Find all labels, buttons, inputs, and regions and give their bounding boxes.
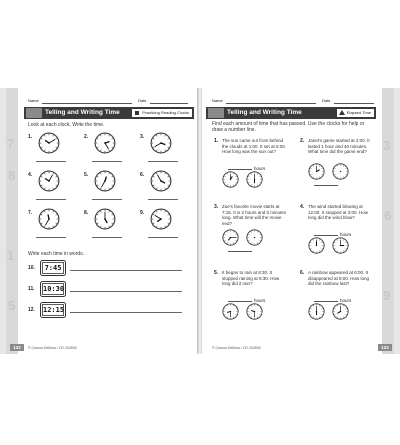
analog-clock-icon	[150, 170, 172, 192]
problem-number: 7.	[28, 210, 33, 216]
analog-clock-icon	[308, 237, 325, 254]
answer-line[interactable]	[148, 237, 178, 238]
page-number: 133	[378, 344, 392, 351]
problem-number: 9.	[140, 210, 145, 216]
problem-number: 5.	[214, 270, 219, 276]
answer-line[interactable]	[92, 237, 122, 238]
end-clock	[332, 237, 349, 259]
answer-line[interactable]	[70, 291, 182, 292]
answer-line[interactable]	[314, 235, 338, 236]
problem-text: Janet's game started at 2:00. It lasted 1 hour and 40 minutes. What time did the game end?	[308, 138, 370, 154]
date-line[interactable]	[334, 103, 374, 104]
date-label: Date	[322, 98, 331, 103]
analog-clock-icon	[38, 170, 60, 192]
analog-clock	[38, 208, 60, 235]
lesson-banner	[206, 107, 376, 119]
lesson-title: Telling and Writing Time	[45, 109, 120, 116]
left-page	[6, 88, 198, 354]
answer-line[interactable]	[92, 161, 122, 162]
problem-number: 4.	[300, 204, 305, 210]
problem-number: 10.	[28, 265, 35, 271]
answer-blank[interactable]	[314, 232, 351, 237]
digital-clock	[40, 302, 66, 318]
decorative-digit: 7	[7, 136, 15, 151]
unit-label: hours	[254, 298, 266, 303]
problem-number: 1.	[28, 134, 33, 140]
decorative-digit: 3	[383, 138, 391, 153]
start-clock	[308, 303, 325, 325]
answer-line[interactable]	[148, 199, 178, 200]
end-clock	[246, 171, 263, 193]
lesson-badge	[26, 108, 42, 118]
name-label: Name	[212, 98, 223, 103]
problem-text: The sun came out from behind the clouds at 1:00. It set at 6:00. How long was the sun out?	[222, 138, 287, 154]
analog-clock-icon	[150, 208, 172, 230]
start-clock	[222, 303, 239, 325]
end-clock	[246, 303, 263, 325]
name-line[interactable]	[226, 103, 316, 104]
answer-line[interactable]	[36, 237, 66, 238]
analog-clock-icon	[246, 229, 263, 246]
skill-tag-label: Elapsed Time	[346, 110, 371, 115]
analog-clock	[94, 132, 116, 159]
analog-clock-icon	[94, 208, 116, 230]
start-clock	[308, 237, 325, 259]
answer-line[interactable]	[228, 301, 252, 302]
answer-blank[interactable]	[314, 182, 340, 187]
lesson-title: Telling and Writing Time	[227, 109, 302, 116]
answer-line[interactable]	[314, 301, 338, 302]
copyright-footer: © Carson-Dellosa • CD-104594	[212, 346, 261, 350]
name-date-bar	[212, 98, 374, 106]
analog-clock-icon	[308, 163, 325, 180]
problem-text: A rainbow appeared at 6:00. It disappeared at 8:00. How long did the rainbow last?	[308, 270, 370, 286]
answer-line[interactable]	[228, 169, 252, 170]
analog-clock-icon	[150, 132, 172, 154]
unit-label: hours	[340, 232, 352, 237]
lesson-badge	[208, 108, 224, 118]
analog-clock-icon	[38, 132, 60, 154]
answer-line[interactable]	[92, 199, 122, 200]
decorative-digit: 8	[8, 168, 16, 183]
start-clock	[222, 171, 239, 193]
answer-blank[interactable]	[314, 298, 351, 303]
digital-clock	[40, 281, 66, 297]
decorative-digit: 9	[383, 288, 391, 303]
digital-clock	[40, 260, 66, 276]
problem-text: Zoe's favorite movie starts at 7:15. It is 2 hours and 5 minutes long. What time will the movie end?	[222, 204, 287, 226]
analog-clock-icon	[332, 237, 349, 254]
decorative-digit: 1	[7, 248, 15, 263]
analog-clock-icon	[94, 170, 116, 192]
analog-clock	[38, 132, 60, 159]
answer-line[interactable]	[70, 270, 182, 271]
problem-text: The wind started blowing at 12:00. It stopped at 3:00. How long did the wind blow?	[308, 204, 369, 220]
analog-clock-icon	[222, 229, 239, 246]
instructions: Look at each clock. Write the time.	[28, 122, 105, 128]
analog-clock-icon	[222, 303, 239, 320]
unit-label: hours	[340, 298, 352, 303]
analog-clock-icon	[332, 303, 349, 320]
date-label: Date	[138, 98, 147, 103]
left-page-edge	[6, 88, 18, 354]
answer-blank[interactable]	[228, 298, 265, 303]
analog-clock	[150, 208, 172, 235]
answer-line[interactable]	[148, 161, 178, 162]
problem-number: 2.	[300, 138, 305, 144]
problem-number: 11.	[28, 286, 35, 292]
analog-clock-icon	[332, 163, 349, 180]
right-page	[202, 88, 394, 354]
instructions: Find each amount of time that has passed. Use the clocks for help or draw a number line.	[212, 121, 365, 133]
square-icon	[135, 111, 139, 115]
lesson-banner	[24, 107, 194, 119]
name-date-bar	[28, 98, 188, 106]
problem-number: 5.	[84, 172, 89, 178]
skill-tag	[132, 109, 192, 117]
problem-number: 1.	[214, 138, 219, 144]
instructions: Write each time in words.	[28, 251, 85, 257]
problem-number: 6.	[140, 172, 145, 178]
end-clock	[332, 303, 349, 325]
analog-clock	[150, 132, 172, 159]
problem-number: 4.	[28, 172, 33, 178]
analog-clock	[150, 170, 172, 197]
answer-line[interactable]	[228, 251, 252, 252]
analog-clock-icon	[94, 132, 116, 154]
problem-number: 8.	[84, 210, 89, 216]
name-label: Name	[28, 98, 39, 103]
name-line[interactable]	[42, 103, 132, 104]
problem-number: 12.	[28, 307, 35, 313]
decorative-digit: 6	[384, 208, 392, 223]
triangle-icon	[339, 110, 345, 115]
page-number: 132	[10, 344, 24, 351]
answer-blank[interactable]	[228, 248, 254, 253]
unit-label: hours	[254, 166, 266, 171]
digital-time: 10:30	[43, 285, 65, 293]
copyright-footer: © Carson-Dellosa • CD-104594	[28, 346, 77, 350]
answer-line[interactable]	[70, 312, 182, 313]
problem-number: 2.	[84, 134, 89, 140]
workbook-spread	[0, 88, 400, 354]
answer-line[interactable]	[36, 199, 66, 200]
answer-blank[interactable]	[228, 166, 265, 171]
analog-clock-icon	[38, 208, 60, 230]
skill-tag	[337, 109, 374, 117]
analog-clock-icon	[246, 171, 263, 188]
date-line[interactable]	[150, 103, 188, 104]
analog-clock	[38, 170, 60, 197]
answer-line[interactable]	[36, 161, 66, 162]
analog-clock	[94, 208, 116, 235]
answer-line[interactable]	[314, 185, 338, 186]
analog-clock	[94, 170, 116, 197]
digital-time: 7:45	[44, 264, 62, 272]
digital-time: 12:15	[43, 306, 65, 314]
analog-clock-icon	[308, 303, 325, 320]
analog-clock-icon	[222, 171, 239, 188]
problem-number: 3.	[140, 134, 145, 140]
skill-tag-label: Practicing Reading Clocks	[142, 110, 189, 115]
problem-number: 6.	[300, 270, 305, 276]
decorative-digit: 5	[8, 298, 16, 313]
problem-number: 3.	[214, 204, 219, 210]
problem-text: It began to rain at 8:30. It stopped raining at 9:30. How long did it rain?	[222, 270, 280, 286]
analog-clock-icon	[246, 303, 263, 320]
